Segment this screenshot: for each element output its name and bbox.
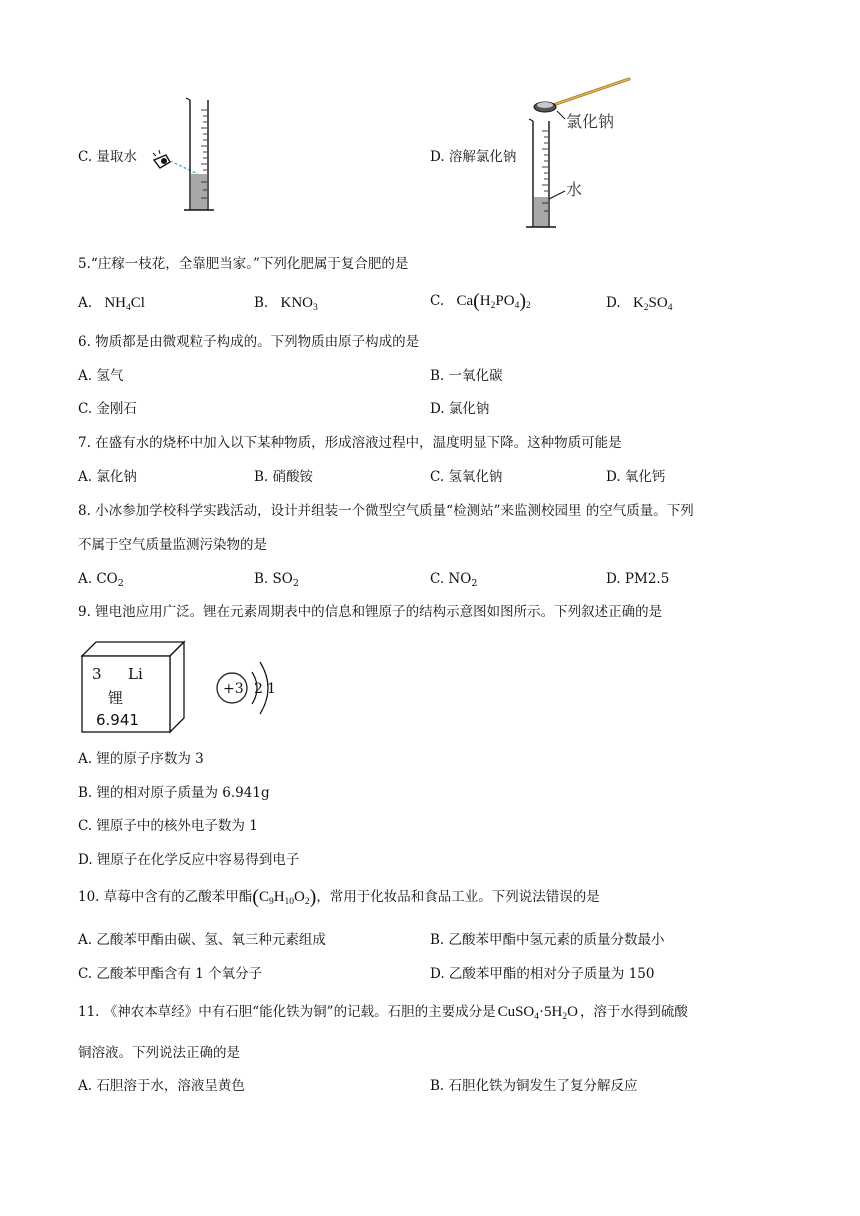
q11-stem-before: 11. 《神农本草经》中有石胆“能化铁为铜”的记载。石胆的主要成分是 xyxy=(78,1004,496,1020)
q9-option-c: C. 锂原子中的核外电子数为 1 xyxy=(78,818,258,834)
q5-stem: 5.“庄稼一枝花，全靠肥当家。”下列化肥属于复合肥的是 xyxy=(78,256,409,272)
q10-option-b: B. 乙酸苯甲酯中氢元素的质量分数最小 xyxy=(430,932,665,948)
q11-option-a: A. 石胆溶于水，溶液呈黄色 xyxy=(78,1078,245,1094)
q8-option-a-text: A. CO xyxy=(78,571,118,587)
spoon-icon xyxy=(534,79,629,112)
q7-option-c: C. 氢氧化钠 xyxy=(430,469,503,485)
q11-option-b: B. 石胆化铁为铜发生了复分解反应 xyxy=(430,1078,638,1094)
q9-stem: 9. 锂电池应用广泛。锂在元素周期表中的信息和锂原子的结构示意图如图所示。下列叙述正确的是 xyxy=(78,604,663,620)
q11-stem-line2: 铜溶液。下列说法正确的是 xyxy=(78,1045,240,1061)
q7-option-d: D. 氧化钙 xyxy=(606,469,666,485)
eye-icon xyxy=(153,150,170,168)
shell2-electrons: 1 xyxy=(267,681,276,697)
q6-option-d: D. 氯化钠 xyxy=(430,401,490,417)
q8-option-c-text: C. NO xyxy=(430,571,472,587)
shell1-electrons: 2 xyxy=(254,681,263,697)
cell-element-name: 锂 xyxy=(108,689,124,707)
option-d-dissolve-salt: D. 溶解氯化钠 xyxy=(430,149,517,165)
graduated-cylinder-figure xyxy=(140,98,230,218)
q9-option-a: A. 锂的原子序数为 3 xyxy=(78,751,204,767)
q7-option-a: A. 氯化钠 xyxy=(78,469,137,485)
cell-atomic-number: 3 xyxy=(92,665,102,683)
q10-option-c: C. 乙酸苯甲酯含有 1 个氧分子 xyxy=(78,966,263,982)
cell-symbol: Li xyxy=(128,665,143,683)
q6-option-c: C. 金刚石 xyxy=(78,401,137,417)
q5-option-a-letter: A. xyxy=(78,295,93,311)
atom-structure-diagram xyxy=(210,652,290,724)
q10-option-d: D. 乙酸苯甲酯的相对分子质量为 150 xyxy=(430,966,655,982)
q6-stem: 6. 物质都是由微观粒子构成的。下列物质由原子构成的是 xyxy=(78,334,420,350)
q5-option-b: B. $KNO_3$ xyxy=(254,295,318,313)
sight-line xyxy=(170,161,198,174)
q9-option-d: D. 锂原子在化学反应中容易得到电子 xyxy=(78,852,300,868)
q9-option-b: B. 锂的相对原子质量为 6.941g xyxy=(78,785,270,801)
option-c-measure-water: C. 量取水 xyxy=(78,149,137,165)
q5-option-a: A. $NH_4Cl$ xyxy=(78,295,145,313)
label-water: 水 xyxy=(566,180,583,199)
q7-stem: 7. 在盛有水的烧杯中加入以下某种物质，形成溶液过程中，温度明显下降。这种物质可能是 xyxy=(78,435,622,451)
q5-option-c-letter: C. xyxy=(430,293,445,309)
cylinder xyxy=(526,119,556,227)
q6-option-b: B. 一氧化碳 xyxy=(430,368,503,384)
q6-option-a: A. 氢气 xyxy=(78,368,124,384)
q8-stem-line1: 8. 小冰参加学校科学实践活动，设计并组装一个微型空气质量“检测站”来监测校园里 的空气质量。下列 xyxy=(78,503,694,519)
q5-option-b-letter: B. xyxy=(254,295,269,311)
q10-option-a: A. 乙酸苯甲酯由碳、氢、氧三种元素组成 xyxy=(78,932,326,948)
cell-atomic-mass: 6.941 xyxy=(96,711,139,729)
q8-option-b-text: B. SO xyxy=(254,571,293,587)
q5-option-c: C. $Ca(H_2PO_4)_2$ xyxy=(430,290,531,312)
q7-option-b: B. 硝酸铵 xyxy=(254,469,314,485)
q10-stem-after: ，常用于化妆品和食品工业。下列说法错误的是 xyxy=(316,889,600,905)
q11-stem-line1: 11. 《神农本草经》中有石胆“能化铁为铜”的记载。石胆的主要成分是 $CuSO_4\cdot 5H_2O$ ，溶于水得到硫酸 xyxy=(78,1004,688,1022)
q8-option-d: D. PM2.5 xyxy=(606,571,670,587)
q10-stem-before: 10. 草莓中含有的乙酸苯甲酯 xyxy=(78,889,253,905)
q5-option-d: D. $K_2SO_4$ xyxy=(606,295,673,313)
dissolve-salt-figure xyxy=(525,75,635,237)
q5-option-d-letter: D. xyxy=(606,295,621,311)
q8-option-a: A. $CO_2$ xyxy=(78,571,124,589)
q10-stem: 10. 草莓中含有的乙酸苯甲酯$(C_9H_{10}O_2)$，常用于化妆品和食品工业。下列说法错误的是 xyxy=(78,886,600,908)
cylinder xyxy=(184,98,214,210)
q8-option-b: B. $SO_2$ xyxy=(254,571,299,589)
label-sodium-chloride: 氯化钠 xyxy=(566,112,615,131)
q11-stem-after: ，溶于水得到硫酸 xyxy=(579,1004,688,1020)
q8-stem-line2: 不属于空气质量监测污染物的是 xyxy=(78,537,267,553)
q8-option-c: C. $NO_2$ xyxy=(430,571,478,589)
nucleus-charge: +3 xyxy=(223,681,244,697)
